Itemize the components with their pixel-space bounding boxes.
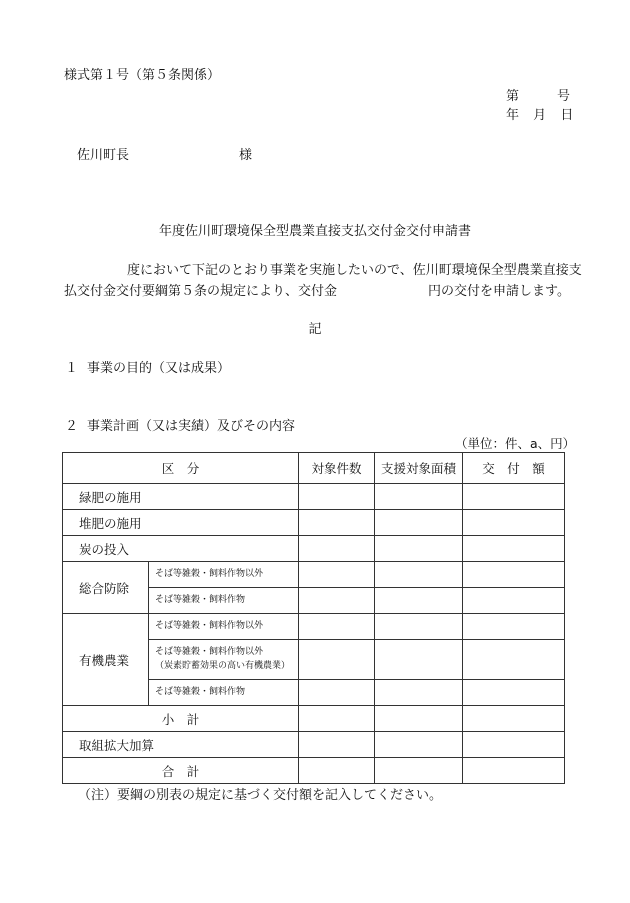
document-number	[506, 85, 570, 104]
unit-note: （単位：件、a、円）	[455, 436, 576, 451]
cell-count[interactable]	[299, 614, 375, 640]
addressee-name: 佐川町長	[77, 148, 130, 163]
date-day: 日	[560, 108, 574, 123]
document-date	[506, 104, 574, 123]
cell-area[interactable]	[375, 758, 463, 784]
addressee	[77, 144, 252, 163]
table-header-row	[63, 453, 565, 484]
sublabel-organic-2a: そば等雑穀・飼料作物以外	[155, 647, 264, 657]
sublabel-organic-3: そば等雑穀・飼料作物	[149, 680, 299, 706]
row-label-compost: 堆肥の施用	[63, 510, 299, 536]
cell-count[interactable]	[299, 680, 375, 706]
cell-area[interactable]	[375, 588, 463, 614]
header-category: 区 分	[63, 453, 299, 484]
cell-amount[interactable]	[463, 758, 565, 784]
table-row	[63, 732, 565, 758]
cell-count[interactable]	[299, 510, 375, 536]
cell-amount[interactable]	[463, 706, 565, 732]
cell-area[interactable]	[375, 562, 463, 588]
cell-area[interactable]	[375, 732, 463, 758]
form-label: 様式第１号（第５条関係）	[64, 68, 221, 83]
ki-heading: 記	[308, 322, 322, 337]
section-1-label: 事業の目的（又は成果）	[87, 361, 231, 376]
cell-area[interactable]	[375, 536, 463, 562]
row-label-green-manure: 緑肥の施用	[63, 484, 299, 510]
plan-table	[62, 452, 565, 784]
date-month: 月	[533, 108, 547, 123]
section-2-number: ２	[65, 419, 79, 434]
row-label-organic: 有機農業	[63, 614, 149, 706]
cell-area[interactable]	[375, 614, 463, 640]
cell-amount[interactable]	[463, 588, 565, 614]
cell-count[interactable]	[299, 758, 375, 784]
cell-area[interactable]	[375, 706, 463, 732]
table-row	[63, 536, 565, 562]
sublabel-organic-2	[149, 640, 299, 680]
row-label-subtotal: 小 計	[63, 706, 299, 732]
document-title: 年度佐川町環境保全型農業直接支払交付金交付申請書	[158, 224, 471, 239]
table-row	[63, 614, 565, 640]
cell-count[interactable]	[299, 562, 375, 588]
body-line-2-after: 円の交付を申請します。	[428, 284, 570, 299]
row-label-integrated: 総合防除	[63, 562, 149, 614]
section-1-number: １	[65, 361, 79, 376]
table-row	[63, 706, 565, 732]
cell-amount[interactable]	[463, 614, 565, 640]
cell-amount[interactable]	[463, 732, 565, 758]
cell-area[interactable]	[375, 640, 463, 680]
cell-count[interactable]	[299, 640, 375, 680]
cell-amount[interactable]	[463, 562, 565, 588]
cell-amount[interactable]	[463, 640, 565, 680]
doc-number-suffix: 号	[556, 89, 570, 104]
cell-area[interactable]	[375, 680, 463, 706]
doc-number-prefix: 第	[506, 89, 520, 104]
cell-amount[interactable]	[463, 484, 565, 510]
addressee-honorific: 様	[239, 148, 253, 163]
footnote: （注）要綱の別表の規定に基づく交付額を記入してください。	[78, 788, 443, 803]
table-row	[63, 758, 565, 784]
table-row	[63, 562, 565, 588]
section-2-label: 事業計画（又は実績）及びその内容	[87, 419, 296, 434]
cell-count[interactable]	[299, 588, 375, 614]
section-2-heading	[65, 415, 295, 434]
sublabel-integrated-1: そば等雑穀・飼料作物以外	[149, 562, 299, 588]
header-amount: 交 付 額	[463, 453, 565, 484]
cell-amount[interactable]	[463, 536, 565, 562]
date-year: 年	[506, 108, 520, 123]
row-label-total: 合 計	[63, 758, 299, 784]
table-row	[63, 510, 565, 536]
section-1-heading	[65, 357, 230, 376]
cell-count[interactable]	[299, 484, 375, 510]
row-label-expansion: 取組拡大加算	[63, 732, 299, 758]
row-label-charcoal: 炭の投入	[63, 536, 299, 562]
cell-area[interactable]	[375, 510, 463, 536]
cell-count[interactable]	[299, 536, 375, 562]
cell-amount[interactable]	[463, 510, 565, 536]
cell-amount[interactable]	[463, 680, 565, 706]
header-area: 支援対象面積	[375, 453, 463, 484]
table-row	[63, 484, 565, 510]
sublabel-organic-2b: （炭素貯蓄効果の高い有機農業）	[155, 660, 291, 671]
cell-count[interactable]	[299, 732, 375, 758]
header-count: 対象件数	[299, 453, 375, 484]
cell-area[interactable]	[375, 484, 463, 510]
body-line-1: 度において下記のとおり事業を実施したいので、佐川町環境保全型農業直接支	[127, 263, 582, 278]
cell-count[interactable]	[299, 706, 375, 732]
sublabel-organic-1: そば等雑穀・飼料作物以外	[149, 614, 299, 640]
body-line-2-before: 払交付金交付要綱第５条の規定により、交付金	[64, 284, 338, 299]
sublabel-integrated-2: そば等雑穀・飼料作物	[149, 588, 299, 614]
body-line-2	[64, 280, 570, 299]
